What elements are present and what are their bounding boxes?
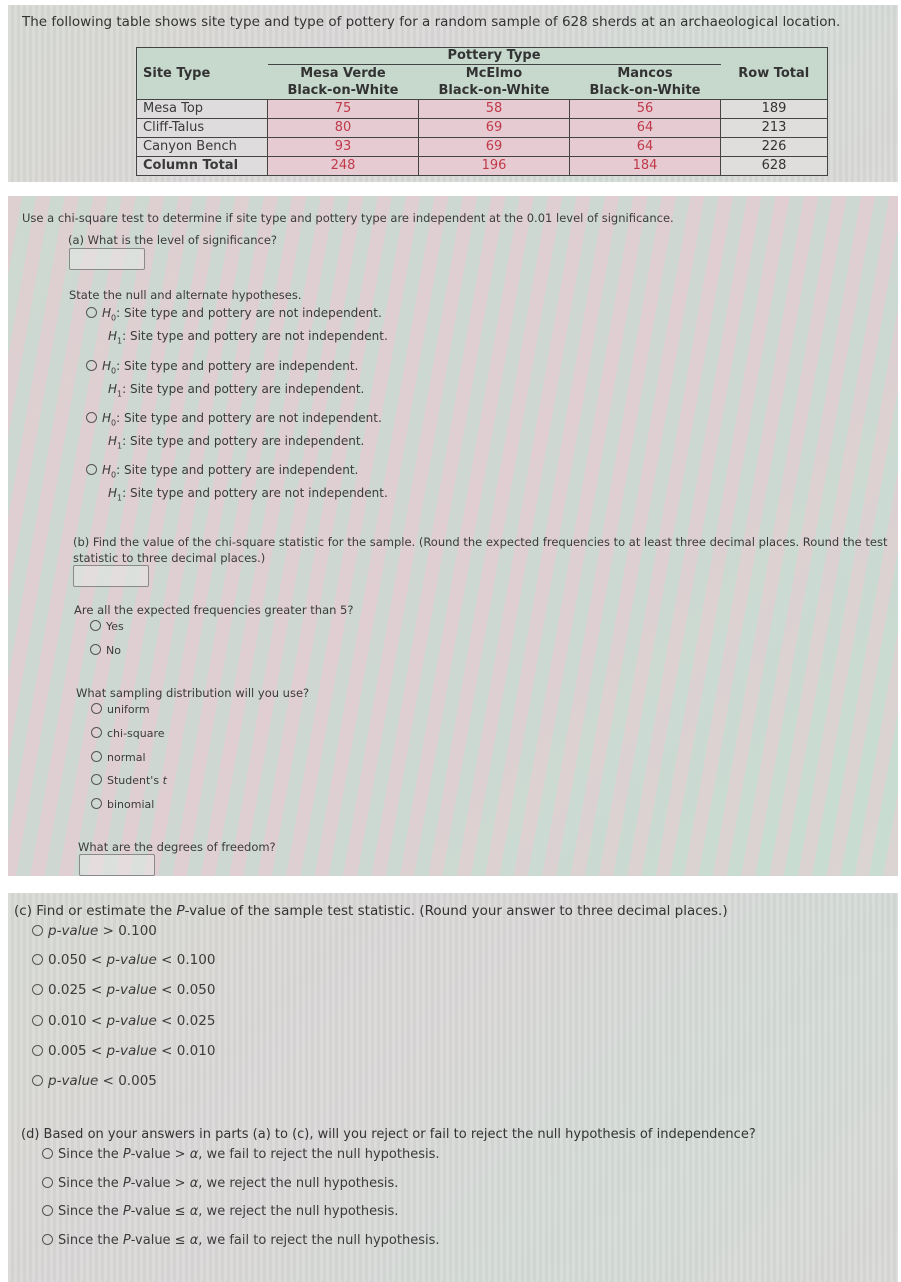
row-label: Canyon Bench: [137, 138, 268, 157]
questions-panel-ab: [8, 196, 898, 876]
p-letter: P: [122, 1233, 131, 1248]
table-cell: 69: [419, 119, 570, 138]
radio-button[interactable]: [86, 360, 97, 371]
column-header-mesa-verde: [268, 65, 419, 100]
subscript: 1: [117, 336, 123, 346]
pvalue-label: p-value: [106, 1043, 157, 1059]
radio-button[interactable]: [91, 798, 102, 809]
h1-line: [108, 486, 388, 502]
distribution-option-student-t[interactable]: [91, 774, 167, 787]
option-text: -value >: [130, 1147, 190, 1162]
option-text: , we fail to reject the null hypothesis.: [198, 1233, 440, 1248]
column-header-line: McElmo: [465, 66, 523, 81]
option-text: Since the: [58, 1204, 123, 1219]
pvalue-label: p-value: [106, 1013, 157, 1029]
radio-button[interactable]: [90, 620, 101, 631]
row-label: Column Total: [137, 157, 268, 176]
table-row: [137, 138, 828, 157]
question-text: -value of the sample test statistic. (Round your answer to three decimal places.): [184, 903, 728, 919]
option-label: binomial: [107, 798, 155, 811]
option-text: 0.050 <: [48, 952, 107, 968]
alpha-symbol: α: [189, 1204, 199, 1219]
radio-button[interactable]: [32, 954, 43, 965]
table-row: [137, 119, 828, 138]
h0-text: : Site type and pottery are independent.: [116, 359, 359, 373]
intro-text: The following table shows site type and type of pottery for a random sample of 628 sherds at an archaeological location.: [22, 14, 841, 30]
pvalue-label: p-value: [48, 923, 99, 939]
radio-button[interactable]: [90, 644, 101, 655]
alpha-symbol: α: [189, 1176, 199, 1191]
radio-button[interactable]: [32, 925, 43, 936]
option-label: Student's: [107, 774, 163, 787]
expected-option-yes[interactable]: [90, 620, 124, 633]
radio-button[interactable]: [91, 703, 102, 714]
part-a-question: (a) What is the level of significance?: [68, 233, 278, 247]
alpha-symbol: α: [189, 1147, 199, 1162]
radio-button[interactable]: [91, 774, 102, 785]
significance-level-input[interactable]: [69, 248, 145, 270]
p-letter: P: [122, 1147, 131, 1162]
option-text: < 0.005: [98, 1073, 157, 1089]
table-row-column-total: [137, 157, 828, 176]
pvalue-option-1[interactable]: [32, 923, 157, 939]
column-header-line: Mesa Verde: [300, 66, 386, 81]
radio-button[interactable]: [91, 751, 102, 762]
option-text: < 0.025: [156, 1013, 216, 1029]
radio-button[interactable]: [32, 1075, 43, 1086]
radio-button[interactable]: [42, 1148, 53, 1159]
option-label: uniform: [107, 703, 150, 716]
subscript: 1: [117, 441, 123, 451]
radio-button[interactable]: [42, 1234, 53, 1245]
option-text: -value ≤: [130, 1204, 190, 1219]
p-letter: P: [122, 1204, 131, 1219]
option-text: -value >: [130, 1176, 190, 1191]
distribution-option-normal[interactable]: [91, 751, 146, 764]
h1-symbol: H: [108, 329, 118, 344]
subscript: 1: [117, 493, 123, 503]
part-c-question: [14, 903, 728, 919]
table-cell: 58: [419, 100, 570, 119]
row-total-cell: 628: [721, 157, 828, 176]
subscript: 0: [111, 470, 117, 480]
h1-line: [108, 434, 382, 450]
column-header-line: Black-on-White: [438, 83, 550, 98]
pvalue-option-5[interactable]: [32, 1043, 215, 1059]
radio-button[interactable]: [91, 727, 102, 738]
question-italic: P: [176, 903, 185, 919]
h0-symbol: H: [102, 306, 112, 320]
row-total-header: Row Total: [721, 48, 828, 100]
table-cell: 64: [570, 138, 721, 157]
pvalue-option-4[interactable]: [32, 1013, 215, 1029]
option-text: < 0.050: [156, 982, 216, 998]
h0-text: : Site type and pottery are not independent.: [116, 306, 382, 320]
question-text: (c) Find or estimate the: [14, 903, 177, 919]
pvalue-option-3[interactable]: [32, 982, 215, 998]
h0-text: : Site type and pottery are not independent.: [116, 411, 382, 425]
table-cell: 75: [268, 100, 419, 119]
conclusion-option-3[interactable]: [42, 1204, 398, 1219]
chi-square-statistic-input[interactable]: [73, 565, 149, 587]
contingency-table: [136, 47, 828, 176]
hypotheses-prompt: State the null and alternate hypotheses.: [69, 288, 302, 302]
table-cell: 56: [570, 100, 721, 119]
pvalue-label: p-value: [106, 982, 157, 998]
subscript: 1: [117, 389, 123, 399]
column-header-line: Black-on-White: [589, 83, 701, 98]
subscript: 0: [111, 313, 117, 323]
expected-frequencies-prompt: Are all the expected frequencies greater than 5?: [74, 603, 354, 617]
option-text: 0.005 <: [48, 1043, 107, 1059]
distribution-prompt: What sampling distribution will you use?: [76, 686, 310, 700]
h1-text: : Site type and pottery are independent.: [122, 434, 365, 449]
column-header-mancos: [570, 65, 721, 100]
h1-text: : Site type and pottery are independent.: [122, 382, 365, 397]
distribution-option-chi-square[interactable]: [91, 727, 165, 740]
distribution-option-uniform[interactable]: [91, 703, 150, 716]
table-cell: 196: [419, 157, 570, 176]
subscript: 0: [111, 418, 117, 428]
option-text: , we reject the null hypothesis.: [198, 1204, 399, 1219]
subscript: 0: [111, 366, 117, 376]
option-text: > 0.100: [98, 923, 157, 939]
radio-button[interactable]: [32, 1015, 43, 1026]
questions-panel-cd: [8, 893, 898, 1282]
radio-button[interactable]: [86, 307, 97, 318]
table-cell: 93: [268, 138, 419, 157]
pvalue-option-2[interactable]: [32, 952, 215, 968]
radio-button[interactable]: [86, 412, 97, 423]
h1-text: : Site type and pottery are not independent.: [122, 486, 388, 501]
column-header-mcelmo: [419, 65, 570, 100]
option-label: normal: [107, 751, 146, 764]
part-b-question: (b) Find the value of the chi-square statistic for the sample. (Round the expected frequencies to at least three decimal places. Round the test: [73, 535, 888, 549]
distribution-option-binomial[interactable]: [91, 798, 154, 811]
table-cell: 184: [570, 157, 721, 176]
table-row: [137, 100, 828, 119]
table-cell: 64: [570, 119, 721, 138]
option-label: Yes: [106, 620, 124, 633]
row-total-cell: 226: [721, 138, 828, 157]
option-text: Since the: [58, 1176, 123, 1191]
alpha-symbol: α: [189, 1233, 199, 1248]
option-label: chi-square: [107, 727, 165, 740]
p-letter: P: [122, 1176, 131, 1191]
hypothesis-option-3[interactable]: [86, 411, 382, 451]
radio-button[interactable]: [42, 1177, 53, 1188]
table-cell: 248: [268, 157, 419, 176]
option-text: 0.010 <: [48, 1013, 107, 1029]
instruction-text: Use a chi-square test to determine if site type and pottery type are independent at the 0.01 level of significance.: [22, 211, 674, 225]
option-text: < 0.010: [156, 1043, 216, 1059]
h1-text: : Site type and pottery are not independent.: [122, 329, 388, 344]
column-header-line: Black-on-White: [287, 83, 399, 98]
row-label: Cliff-Talus: [137, 119, 268, 138]
row-label: Mesa Top: [137, 100, 268, 119]
radio-button[interactable]: [86, 464, 97, 475]
h1-line: [108, 382, 364, 398]
h0-symbol: H: [102, 463, 112, 477]
radio-button[interactable]: [42, 1205, 53, 1216]
site-type-header: Site Type: [137, 48, 268, 100]
table-cell: 80: [268, 119, 419, 138]
h1-line: [108, 329, 388, 345]
table-panel: [8, 5, 898, 182]
h1-symbol: H: [108, 486, 118, 501]
expected-option-no[interactable]: [90, 644, 121, 657]
h1-symbol: H: [108, 382, 118, 397]
conclusion-option-1[interactable]: [42, 1147, 440, 1162]
part-d-question: (d) Based on your answers in parts (a) to (c), will you reject or fail to reject the null hypothesis of independence?: [21, 1127, 756, 1142]
h0-symbol: H: [102, 411, 112, 425]
part-b-question-cont: statistic to three decimal places.): [73, 551, 266, 565]
pottery-type-header: Pottery Type: [268, 48, 721, 65]
row-total-cell: 213: [721, 119, 828, 138]
h1-symbol: H: [108, 434, 118, 449]
option-text: , we fail to reject the null hypothesis.: [198, 1147, 440, 1162]
pvalue-label: p-value: [106, 952, 157, 968]
option-label-italic: t: [162, 774, 167, 787]
hypothesis-option-2[interactable]: [86, 359, 364, 399]
hypothesis-option-4[interactable]: [86, 463, 388, 503]
conclusion-option-4[interactable]: [42, 1233, 440, 1248]
h0-text: : Site type and pottery are independent.: [116, 463, 359, 477]
option-text: -value ≤: [130, 1233, 190, 1248]
option-text: , we reject the null hypothesis.: [198, 1176, 399, 1191]
row-total-cell: 189: [721, 100, 828, 119]
option-text: 0.025 <: [48, 982, 107, 998]
radio-button[interactable]: [32, 1045, 43, 1056]
radio-button[interactable]: [32, 984, 43, 995]
hypothesis-option-1[interactable]: [86, 306, 388, 346]
h0-symbol: H: [102, 359, 112, 373]
column-header-line: Mancos: [617, 66, 673, 81]
pvalue-label: p-value: [48, 1073, 99, 1089]
table-cell: 69: [419, 138, 570, 157]
option-text: < 0.100: [156, 952, 216, 968]
pvalue-option-6[interactable]: [32, 1073, 157, 1089]
degrees-of-freedom-prompt: What are the degrees of freedom?: [78, 840, 276, 854]
option-text: Since the: [58, 1233, 123, 1248]
conclusion-option-2[interactable]: [42, 1176, 398, 1191]
option-label: No: [106, 644, 121, 657]
option-text: Since the: [58, 1147, 123, 1162]
degrees-of-freedom-input[interactable]: [79, 854, 155, 876]
